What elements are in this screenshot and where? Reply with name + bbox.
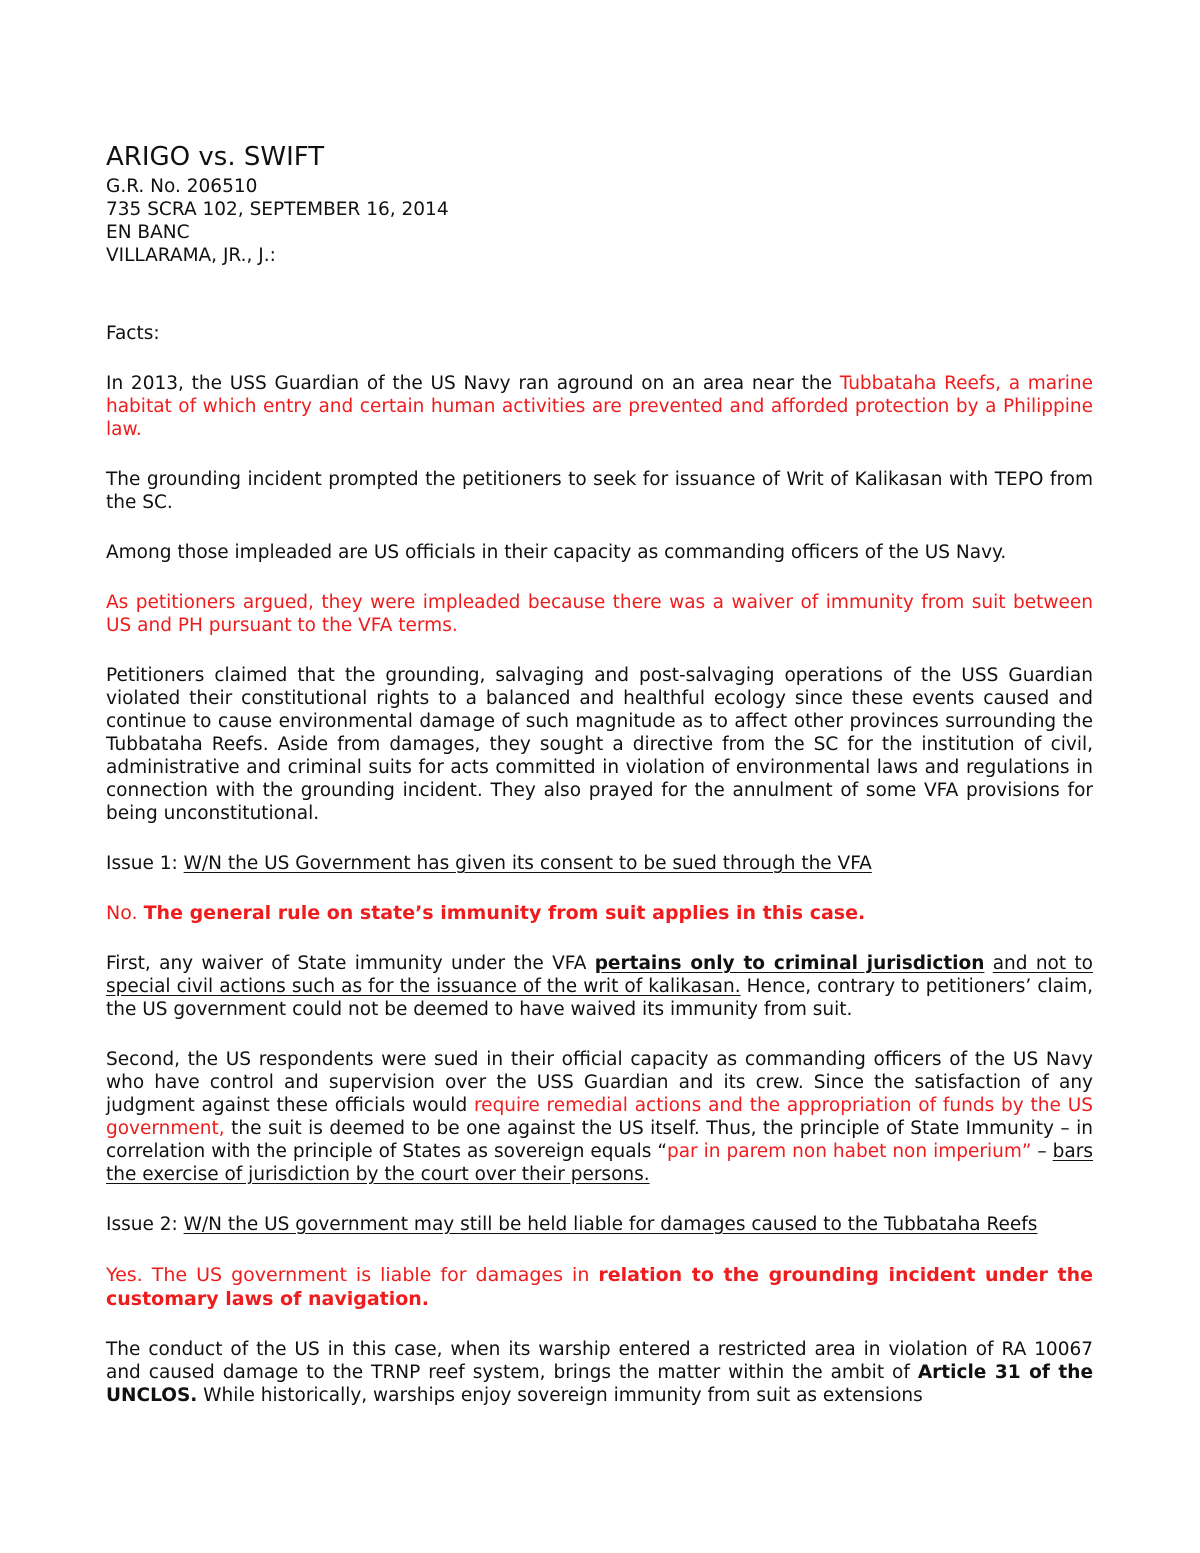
issue-2-text: W/N the US government may still be held liable for damages caused to the Tubbataha Reefs: [183, 1214, 1038, 1235]
division: EN BANC: [106, 222, 190, 243]
issue-1-answer-short: No.: [106, 902, 144, 924]
issue-1-first: [106, 952, 1093, 1021]
issue-2-conduct: [106, 1338, 1093, 1407]
spacer: [106, 267, 1093, 322]
first-text-a: First, any waiver of State immunity under the VFA: [106, 953, 595, 974]
document-page: [106, 142, 1093, 1434]
issue-1-label: Issue 1:: [106, 853, 184, 874]
ponente: VILLARAMA, JR., J.:: [106, 245, 276, 266]
facts-paragraph-3: Among those impleaded are US officials in their capacity as commanding officers of the US Navy.: [106, 542, 1007, 563]
issue-1: [106, 852, 1093, 875]
issue-1-answer-rule: The general rule on state’s immunity from suit applies in this case.: [143, 902, 866, 924]
first-text-bold: pertains only to criminal jurisdiction: [594, 953, 985, 974]
conduct-text-bold: Article 31 of the UNCLOS.: [106, 1362, 1093, 1406]
facts-heading: Facts:: [106, 323, 160, 344]
second-text-a: Second, the US respondents were sued in their official capacity as commanding officers of the US Navy who have control and supervision over the USS Guardian and its crew. Since the satisfaction of any judgment against these officials would: [106, 1049, 1093, 1116]
case-title: ARIGO vs. SWIFT: [106, 142, 325, 172]
first-text-space: [984, 953, 992, 974]
facts-paragraph-1: [106, 372, 1093, 441]
facts-p1-text: In 2013, the USS Guardian of the US Navy ran aground on an area near the: [106, 373, 840, 394]
second-text-underlined: bars the exercise of jurisdiction by the court over their persons.: [106, 1141, 1093, 1185]
second-text-maxim: par in parem non habet non imperium”: [666, 1141, 1032, 1162]
first-text-rest: Hence, contrary to petitioners’ claim, the US government could not be deemed to have waived its immunity from suit.: [106, 976, 1094, 1020]
citation: 735 SCRA 102, SEPTEMBER 16, 2014: [106, 199, 449, 220]
facts-paragraph-2: The grounding incident prompted the petitioners to seek for issuance of Writ of Kalikasan with TEPO from the SC.: [106, 469, 1093, 513]
issue-2-answer: [106, 1263, 1093, 1311]
issue-2: [106, 1213, 1093, 1236]
issue-1-text: W/N the US Government has given its consent to be sued through the VFA: [183, 853, 872, 874]
second-text-c: the suit is deemed to be one against the US itself. Thus, the principle of State Immunity – in correlation with the principle of States as sovereign equals “: [106, 1118, 1093, 1162]
conduct-text-rest: While historically, warships enjoy sovereign immunity from suit as extensions: [197, 1385, 923, 1406]
second-text-dash: –: [1031, 1141, 1053, 1162]
first-text-underlined: and not to special civil actions such as for the issuance of the writ of kalikasan.: [106, 953, 1094, 997]
facts-paragraph-4: As petitioners argued, they were impleaded because there was a waiver of immunity from suit between US and PH pursuant to the VFA terms.: [106, 592, 1093, 636]
issue-2-label: Issue 2:: [106, 1214, 184, 1235]
issue-1-answer: [106, 902, 1093, 925]
issue-2-answer-short: Yes. The US government is liable for damages in: [106, 1264, 599, 1286]
facts-p1-highlight: Tubbataha Reefs, a marine habitat of which entry and certain human activities are prevented and afforded protection by a Philippine law.: [106, 373, 1093, 440]
issue-1-second: [106, 1048, 1093, 1186]
conduct-text-a: The conduct of the US in this case, when its warship entered a restricted area in violation of RA 10067 and caused damage to the TRNP reef system, brings the matter within the ambit of: [106, 1339, 1093, 1383]
issue-2-answer-rule: relation to the grounding incident under the customary laws of navigation.: [106, 1264, 1093, 1310]
facts-paragraph-5: Petitioners claimed that the grounding, salvaging and post-salvaging operations of the USS Guardian violated their constitutional rights to a balanced and healthful ecology since these events caused and continue to cause environmental damage of such magnitude as to affect other provinces surrounding the Tubbataha Reefs. Aside from damages, they sought a directive from the SC for the institution of civil, administrative and criminal suits for acts committed in violation of environmental laws and regulations in connection with the grounding incident. They also prayed for the annulment of some VFA provisions for being unconstitutional.: [106, 665, 1093, 824]
gr-number: G.R. No. 206510: [106, 176, 258, 197]
second-text-red: require remedial actions and the appropriation of funds by the US government,: [106, 1095, 1093, 1139]
